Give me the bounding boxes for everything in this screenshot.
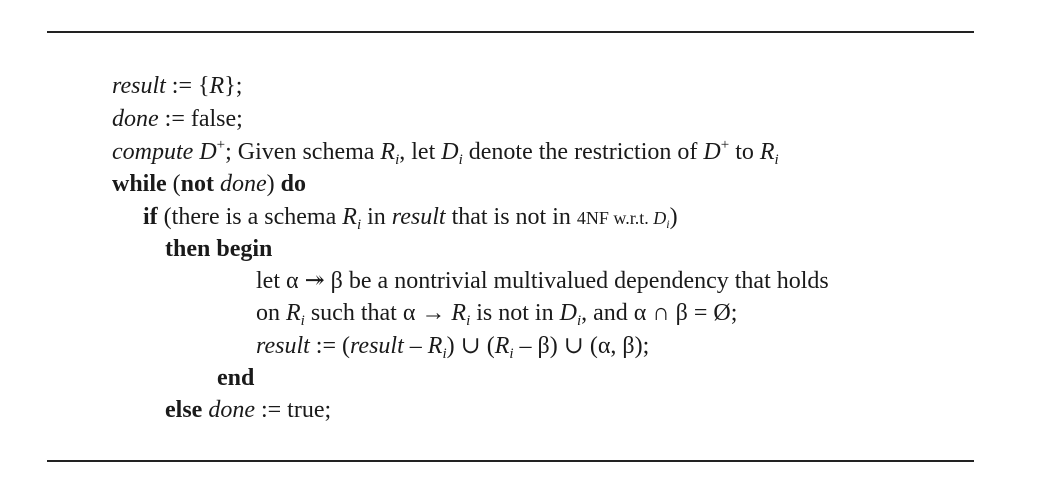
text: on: [256, 300, 286, 326]
kw-do: do: [280, 171, 307, 197]
var-R: R: [380, 139, 396, 165]
text: is not in: [470, 300, 560, 326]
text: ) ∪ (: [446, 333, 495, 359]
text: := false;: [158, 106, 243, 132]
algo-line-4: [112, 170, 306, 198]
sub-i: i: [774, 152, 779, 168]
sub-i: i: [466, 313, 471, 329]
text: ): [266, 171, 281, 197]
text: (: [166, 171, 181, 197]
var-result: result: [349, 333, 404, 359]
var-result: result: [112, 73, 166, 99]
text: := true;: [254, 397, 332, 423]
text: – β) ∪ (α, β);: [513, 333, 650, 359]
var-R: R: [286, 300, 301, 326]
text: such that α →: [304, 300, 452, 326]
text: ): [669, 204, 678, 230]
algo-line-7: [256, 267, 829, 295]
text: that is not in: [445, 204, 577, 230]
var-result: result: [256, 333, 310, 359]
cmd-compute: compute: [112, 139, 194, 165]
var-R: R: [759, 139, 775, 165]
algo-line-9: [256, 332, 649, 360]
text: , let: [399, 139, 442, 165]
var-R: R: [427, 333, 443, 359]
var-D: D: [441, 139, 459, 165]
text: denote the restriction of: [462, 139, 704, 165]
sub-i: i: [576, 313, 582, 329]
algo-line-11: [165, 396, 331, 424]
algo-line-5: [143, 203, 678, 232]
kw-then-begin: then begin: [165, 236, 273, 262]
bottom-rule: [47, 460, 974, 462]
sub-i: i: [395, 152, 400, 168]
sup-plus: +: [720, 137, 730, 153]
text: –: [403, 333, 428, 359]
var-R: R: [494, 333, 510, 359]
var-result: result: [391, 204, 446, 230]
sub-i: i: [509, 346, 514, 362]
algo-line-1: [112, 72, 242, 100]
var-done: done: [220, 171, 267, 197]
text: to: [729, 139, 760, 165]
var-R: R: [342, 204, 357, 230]
small-caps-text: [576, 208, 670, 231]
sub-i: i: [300, 313, 305, 329]
sub-i: i: [666, 217, 670, 231]
kw-if: if: [143, 204, 158, 230]
sup-plus: +: [216, 137, 226, 153]
text: (there is a schema: [157, 204, 343, 230]
sub-i: i: [356, 217, 362, 233]
text: let α ↠ β be a nontrivial multivalued dependency that holds: [256, 268, 829, 294]
text: in: [361, 204, 392, 230]
text: };: [224, 73, 243, 99]
algo-line-8: [256, 299, 737, 327]
algo-line-10: [217, 364, 254, 392]
sub-i: i: [458, 152, 463, 168]
kw-end: end: [217, 365, 255, 391]
text: := (: [309, 333, 350, 359]
text: 4NF w.r.t.: [576, 208, 654, 228]
algo-line-3: [112, 138, 779, 166]
algo-line-2: [112, 105, 243, 133]
kw-not: not: [180, 171, 215, 197]
var-done: done: [208, 397, 255, 423]
var-R: R: [209, 73, 225, 99]
kw-else: else: [165, 397, 203, 423]
var-D: D: [703, 139, 721, 165]
text: ; Given schema: [225, 139, 381, 165]
sub-i: i: [442, 346, 447, 362]
var-R: R: [451, 300, 467, 326]
var-D: D: [559, 300, 577, 326]
text: , and α ∩ β = Ø;: [581, 300, 738, 326]
var-D: D: [653, 208, 667, 228]
var-D: D: [199, 139, 217, 165]
kw-while: while: [112, 171, 167, 197]
var-done: done: [112, 106, 159, 132]
algo-line-6: [165, 235, 272, 263]
text: := {: [165, 73, 210, 99]
